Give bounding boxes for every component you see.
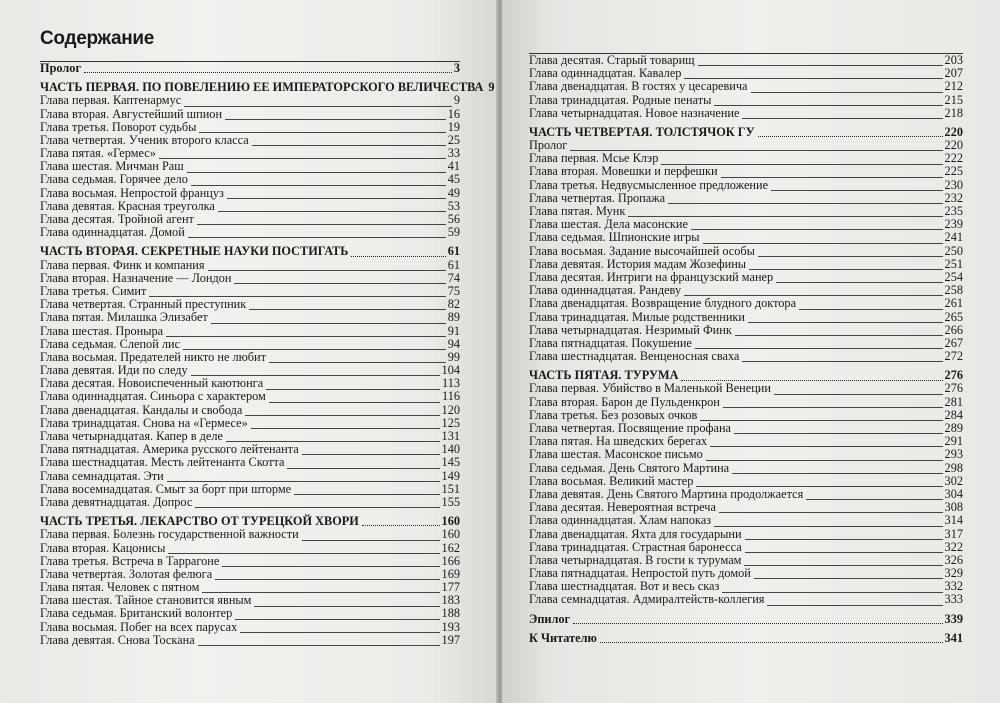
toc-page-number: 160 (441, 514, 460, 529)
toc-leader (767, 605, 942, 606)
toc-right-column (529, 53, 963, 645)
toc-entry (40, 311, 460, 324)
toc-page-number: 25 (447, 132, 460, 147)
toc-leader (799, 309, 943, 310)
toc-entry-title: Глава шестая. Масонское письмо (529, 447, 703, 462)
toc-entry (40, 226, 460, 239)
toc-entry-title: Пролог (40, 60, 82, 75)
toc-entry-title: ЧАСТЬ ТРЕТЬЯ. ЛЕКАРСТВО ОТ ТУРЕЦКОЙ ХВОРИ (40, 514, 359, 529)
contents-heading: Содержание (40, 28, 155, 49)
toc-entry (40, 470, 460, 483)
toc-page-number: 314 (944, 513, 963, 528)
toc-page-number: 145 (441, 455, 460, 470)
toc-page-number: 155 (441, 494, 460, 509)
toc-leader (771, 190, 942, 191)
toc-page-number: 120 (441, 402, 460, 417)
toc-leader (714, 526, 943, 527)
toc-entry-title: Глава шестая. Дела масонские (529, 217, 688, 232)
toc-entry-title: Глава шестая. Тайное становится явным (40, 593, 252, 608)
toc-entry-title: Глава восьмая. Задание высочайшей особы (529, 243, 755, 258)
toc-leader (351, 256, 445, 257)
toc-entry (529, 462, 963, 475)
toc-page-number: 183 (441, 593, 460, 608)
toc-page-number: 169 (441, 566, 460, 581)
toc-page-number: 215 (944, 92, 963, 107)
toc-entry (529, 166, 963, 179)
toc-page-number: 308 (944, 500, 963, 515)
toc-leader (745, 552, 943, 553)
toc-leader (745, 539, 943, 540)
toc-leader (208, 270, 446, 271)
toc-entry-title: Глава пятнадцатая. Непростой путь домой (529, 566, 751, 581)
toc-entry (529, 53, 963, 67)
toc-leader (198, 645, 440, 646)
toc-page-number: 261 (944, 296, 963, 311)
toc-leader (742, 118, 942, 119)
toc-entry (529, 383, 963, 396)
toc-page-number: 235 (944, 204, 963, 219)
toc-page-number: 230 (944, 177, 963, 192)
toc-page-number: 41 (447, 159, 460, 174)
toc-leader (245, 415, 439, 416)
toc-page-number: 166 (441, 553, 460, 568)
toc-leader (774, 394, 943, 395)
toc-entry-title: Глава двенадцатая. Яхта для государыни (529, 526, 742, 541)
toc-leader (251, 428, 440, 429)
toc-page-number: 149 (441, 468, 460, 483)
toc-page-number: 207 (944, 66, 963, 81)
toc-entry-title: Глава четвертая. Странный преступник (40, 297, 247, 312)
toc-entry-title: Глава седьмая. День Святого Мартина (529, 460, 730, 475)
toc-entry (40, 338, 460, 351)
toc-part-heading (529, 126, 963, 139)
toc-page-number: 16 (447, 106, 460, 121)
toc-entry-title: Глава восьмая. Побег на всех парусах (40, 619, 238, 634)
toc-entry-title: Глава тринадцатая. Снова на «Гермесе» (40, 415, 248, 430)
toc-entry-title: Глава восемнадцатая. Смыт за борт при шторме (40, 481, 292, 496)
toc-entry-title: Глава девятнадцатая. Допрос (40, 494, 193, 509)
toc-page-number: 284 (944, 407, 963, 422)
toc-page-number: 329 (944, 566, 963, 581)
toc-part-heading (529, 613, 963, 626)
toc-entry-title: Глава двенадцатая. Кандалы и свобода (40, 402, 243, 417)
toc-leader (166, 336, 446, 337)
toc-page-number: 341 (944, 630, 963, 645)
toc-entry-title: Глава четвертая. Ученик второго класса (40, 132, 249, 147)
toc-page-number: 75 (447, 283, 460, 298)
toc-page-number: 220 (944, 138, 963, 153)
toc-page-number: 131 (441, 429, 460, 444)
toc-page-number: 94 (447, 336, 460, 351)
toc-page-number: 317 (944, 526, 963, 541)
toc-page-number: 333 (944, 592, 963, 607)
toc-page-number: 56 (447, 212, 460, 227)
toc-entry-title: Глава десятая. Тройной агент (40, 212, 194, 227)
toc-entry-title: Глава десятая. Интриги на французский манер (529, 269, 774, 284)
toc-entry-title: Глава первая. Болезнь государственной важности (40, 527, 299, 542)
toc-page-number: 302 (944, 473, 963, 488)
toc-page-number: 232 (944, 190, 963, 205)
toc-page-number: 289 (944, 421, 963, 436)
toc-entry (40, 404, 460, 417)
toc-leader (749, 269, 943, 270)
toc-leader (600, 642, 943, 643)
toc-leader (776, 282, 942, 283)
toc-page-number: 322 (944, 539, 963, 554)
toc-entry (40, 542, 460, 555)
toc-leader (691, 229, 943, 230)
toc-leader (719, 512, 943, 513)
toc-page-number: 9 (488, 80, 495, 95)
toc-entry-title: Глава третья. Поворот судьбы (40, 119, 197, 134)
toc-leader (195, 507, 439, 508)
toc-entry-title: Глава пятнадцатая. Покушение (529, 335, 692, 350)
toc-leader (294, 494, 439, 495)
toc-page-number: 82 (447, 297, 460, 312)
toc-part-heading (529, 632, 963, 645)
toc-page-number: 272 (944, 349, 963, 364)
toc-leader (732, 473, 942, 474)
toc-leader (806, 499, 942, 500)
toc-page-number: 203 (944, 52, 963, 67)
toc-entry-title: Глава десятая. Старый товарищ (529, 52, 695, 67)
toc-entry (529, 179, 963, 192)
toc-page-number: 218 (944, 105, 963, 120)
toc-page-number: 304 (944, 486, 963, 501)
toc-entry-title: Глава четырнадцатая. Капер в деле (40, 429, 223, 444)
toc-page-number: 61 (447, 244, 460, 259)
toc-leader (714, 105, 942, 106)
toc-page-number: 254 (944, 269, 963, 284)
toc-entry (40, 456, 460, 469)
toc-leader (222, 566, 439, 567)
toc-page-number: 225 (944, 164, 963, 179)
toc-entry-title: ЧАСТЬ ПЯТАЯ. ТУРУМА (529, 368, 679, 383)
toc-entry (40, 325, 460, 338)
toc-leader (218, 211, 446, 212)
toc-entry-title: Глава одиннадцатая. Кавалер (529, 66, 682, 81)
toc-leader (191, 185, 446, 186)
toc-leader (362, 525, 440, 526)
toc-leader (698, 65, 943, 66)
toc-page-number: 89 (447, 310, 460, 325)
left-page (0, 0, 498, 703)
toc-page-number: 241 (944, 230, 963, 245)
toc-leader (235, 619, 439, 620)
toc-page-number: 91 (447, 323, 460, 338)
toc-leader (754, 578, 943, 579)
toc-leader (269, 362, 446, 363)
toc-entry-title: ЧАСТЬ ПЕРВАЯ. ПО ПОВЕЛЕНИЮ ЕЕ ИМПЕРАТОРСКОГО ВЕЛИЧЕСТВА (40, 80, 484, 95)
toc-entry-title: Глава восьмая. Великий мастер (529, 473, 694, 488)
toc-leader (758, 256, 943, 257)
toc-entry-title: Глава одиннадцатая. Хлам напоказ (529, 513, 712, 528)
toc-page-number: 251 (944, 256, 963, 271)
toc-page-number: 49 (447, 185, 460, 200)
toc-page-number: 197 (441, 632, 460, 647)
toc-entry-title: Глава восьмая. Непростой француз (40, 185, 224, 200)
toc-leader (234, 283, 445, 284)
toc-entry-title: Глава шестая. Проныра (40, 323, 164, 338)
toc-entry-title: Глава первая. Мсье Клэр (529, 151, 659, 166)
toc-leader (84, 72, 452, 73)
toc-entry (529, 231, 963, 244)
toc-entry-title: Глава вторая. Барон де Пульденкрон (529, 394, 720, 409)
toc-entry-title: Глава четвертая. Пропажа (529, 190, 666, 205)
toc-entry-title: Эпилог (529, 611, 571, 626)
toc-entry-title: Глава одиннадцатая. Синьора с характером (40, 389, 266, 404)
toc-entry (529, 94, 963, 107)
toc-page-number: 220 (944, 124, 963, 139)
toc-entry (529, 107, 963, 120)
toc-page-number: 19 (447, 119, 460, 134)
toc-leader (249, 309, 445, 310)
toc-page-number: 61 (447, 257, 460, 272)
toc-page-number: 222 (944, 151, 963, 166)
toc-entry-title: Глава семнадцатая. Эти (40, 468, 164, 483)
toc-page-number: 162 (441, 540, 460, 555)
toc-entry-title: Глава десятая. Невероятная встреча (529, 500, 716, 515)
toc-page-number: 239 (944, 217, 963, 232)
toc-leader (215, 579, 439, 580)
toc-leader (227, 198, 446, 199)
toc-entry-title: Глава вторая. Мовешки и перфешки (529, 164, 718, 179)
toc-leader (225, 119, 446, 120)
toc-page-number: 99 (447, 349, 460, 364)
toc-entry (40, 94, 460, 107)
toc-entry-title: Глава одиннадцатая. Рандеву (529, 283, 682, 298)
toc-entry (529, 528, 963, 541)
toc-page-number: 45 (447, 172, 460, 187)
toc-entry-title: Глава девятая. Красная треуголка (40, 198, 215, 213)
toc-entry-title: Глава тринадцатая. Родные пенаты (529, 92, 712, 107)
toc-entry-title: Глава девятая. История мадам Жозефины (529, 256, 747, 271)
toc-leader (159, 158, 446, 159)
toc-entry (529, 396, 963, 409)
toc-page-number: 276 (944, 368, 963, 383)
toc-entry-title: Глава первая. Финк и компания (40, 257, 205, 272)
toc-entry (40, 621, 460, 634)
toc-entry-title: Глава четырнадцатая. В гости к турумам (529, 552, 742, 567)
toc-leader (184, 106, 452, 107)
toc-entry (40, 634, 460, 647)
toc-entry (40, 121, 460, 134)
toc-entry-title: Глава двенадцатая. Возвращение блудного доктора (529, 296, 797, 311)
toc-entry-title: Глава первая. Каптенармус (40, 93, 182, 108)
toc-part-heading (40, 61, 460, 75)
toc-leader (710, 446, 942, 447)
toc-page-number: 332 (944, 579, 963, 594)
toc-leader (735, 335, 943, 336)
toc-entry (40, 108, 460, 121)
toc-entry-title: Глава седьмая. Горячее дело (40, 172, 188, 187)
toc-leader (188, 237, 446, 238)
toc-entry-title: Пролог (529, 138, 568, 153)
toc-entry-title: Глава четвертая. Золотая фелюга (40, 566, 213, 581)
toc-page-number: 113 (442, 376, 460, 391)
toc-page-number: 188 (441, 606, 460, 621)
toc-entry-title: Глава тринадцатая. Милые родственники (529, 309, 745, 324)
toc-entry (529, 311, 963, 324)
toc-page-number: 326 (944, 552, 963, 567)
toc-entry (529, 324, 963, 337)
toc-page-number: 193 (441, 619, 460, 634)
toc-entry-title: Глава одиннадцатая. Домой (40, 225, 185, 240)
toc-entry (529, 514, 963, 527)
toc-page-number: 116 (442, 389, 460, 404)
toc-page-number: 9 (453, 93, 460, 108)
toc-page-number: 125 (441, 415, 460, 430)
toc-page-number: 276 (944, 381, 963, 396)
toc-leader (197, 224, 446, 225)
toc-entry (529, 594, 963, 607)
toc-part-heading (40, 245, 460, 258)
toc-left-column (40, 60, 495, 647)
toc-leader (706, 460, 943, 461)
toc-page-number: 291 (944, 434, 963, 449)
toc-entry (529, 541, 963, 554)
toc-entry-title: Глава семнадцатая. Адмиралтейств-коллегия (529, 592, 765, 607)
toc-entry-title: Глава вторая. Назначение — Лондон (40, 270, 232, 285)
toc-leader (681, 380, 942, 381)
toc-entry-title: Глава седьмая. Шпионские игры (529, 230, 700, 245)
toc-entry (40, 555, 460, 568)
toc-entry-title: ЧАСТЬ ЧЕТВЕРТАЯ. ТОЛСТЯЧОК ГУ (529, 124, 755, 139)
toc-entry-title: Глава пятая. Мунк (529, 204, 626, 219)
toc-entry-title: Глава третья. Без розовых очков (529, 407, 698, 422)
toc-page-number: 265 (944, 309, 963, 324)
toc-page-number: 59 (447, 225, 460, 240)
toc-entry-title: Глава третья. Симит (40, 283, 147, 298)
toc-page-number: 104 (441, 363, 460, 378)
toc-entry-title: Глава десятая. Новоиспеченный каютюнга (40, 376, 264, 391)
toc-entry-title: Глава двенадцатая. В гостях у цесаревича (529, 79, 748, 94)
toc-leader (254, 606, 439, 607)
toc-entry (40, 496, 460, 509)
toc-entry-title: Глава вторая. Августейший шпион (40, 106, 223, 121)
toc-entry-title: Глава четвертая. Посвящение профана (529, 421, 731, 436)
toc-page-number: 212 (944, 79, 963, 94)
toc-entry-title: Глава четырнадцатая. Незримый Финк (529, 322, 732, 337)
toc-leader (742, 361, 942, 362)
toc-entry (40, 259, 460, 272)
toc-leader (187, 172, 446, 173)
toc-entry (40, 187, 460, 200)
toc-page-number: 266 (944, 322, 963, 337)
toc-page-number: 53 (447, 198, 460, 213)
toc-leader (751, 92, 943, 93)
toc-page-number: 3 (453, 60, 460, 75)
toc-entry-title: Глава шестнадцатая. Венценосная сваха (529, 349, 740, 364)
toc-entry-title: Глава пятая. На шведских берегах (529, 434, 708, 449)
toc-entry-title: Глава пятая. Человек с пятном (40, 580, 200, 595)
toc-entry-title: Глава шестая. Мичман Раш (40, 159, 184, 174)
toc-leader (723, 407, 943, 408)
toc-entry-title: Глава вторая. Кацонисы (40, 540, 166, 555)
toc-leader (744, 565, 942, 566)
toc-entry-title: Глава третья. Недвусмысленное предложение (529, 177, 769, 192)
toc-page-number: 258 (944, 283, 963, 298)
toc-leader (266, 389, 440, 390)
toc-page-number: 160 (441, 527, 460, 542)
toc-page-number: 339 (944, 611, 963, 626)
toc-leader (573, 623, 942, 624)
toc-entry (40, 608, 460, 621)
toc-entry-title: Глава четырнадцатая. Новое назначение (529, 105, 740, 120)
toc-page-number: 33 (447, 146, 460, 161)
toc-page-number: 250 (944, 243, 963, 258)
toc-entry (40, 174, 460, 187)
toc-entry-title: К Читателю (529, 630, 597, 645)
toc-entry-title: Глава девятая. День Святого Мартина продолжается (529, 486, 804, 501)
toc-page-number: 293 (944, 447, 963, 462)
toc-entry-title: Глава пятнадцатая. Америка русского лейтенанта (40, 442, 299, 457)
toc-entry (40, 391, 460, 404)
toc-entry-title: Глава тринадцатая. Страстная баронесса (529, 539, 742, 554)
toc-leader (734, 433, 943, 434)
toc-entry-title: Глава третья. Встреча в Таррагоне (40, 553, 220, 568)
toc-page-number: 281 (944, 394, 963, 409)
toc-entry-title: Глава первая. Убийство в Маленькой Венеции (529, 381, 771, 396)
toc-page-number: 151 (441, 481, 460, 496)
toc-entry-title: Глава седьмая. Британский волонтер (40, 606, 233, 621)
toc-leader (302, 540, 440, 541)
toc-entry (529, 448, 963, 461)
toc-leader (269, 402, 440, 403)
toc-entry (529, 245, 963, 258)
toc-leader (240, 632, 439, 633)
toc-entry (529, 350, 963, 363)
toc-entry-title: Глава пятая. «Гермес» (40, 146, 156, 161)
toc-page-number: 298 (944, 460, 963, 475)
toc-leader (758, 136, 943, 137)
toc-leader (252, 145, 446, 146)
toc-entry-title: Глава восьмая. Предателей никто не любит (40, 349, 267, 364)
toc-leader (287, 468, 439, 469)
toc-leader (211, 323, 446, 324)
toc-page-number: 267 (944, 335, 963, 350)
toc-entry (40, 528, 460, 541)
toc-leader (302, 454, 440, 455)
toc-leader (748, 322, 943, 323)
toc-entry-title: Глава шестнадцатая. Месть лейтенанта Скотта (40, 455, 285, 470)
toc-entry (529, 80, 963, 93)
toc-entry-title: Глава пятая. Милашка Элизабет (40, 310, 208, 325)
toc-entry-title: Глава девятая. Иди по следу (40, 363, 188, 378)
toc-leader (668, 203, 942, 204)
toc-page-number: 140 (441, 442, 460, 457)
toc-leader (700, 420, 942, 421)
toc-page-number: 74 (447, 270, 460, 285)
toc-page-number: 177 (441, 580, 460, 595)
toc-entry-title: ЧАСТЬ ВТОРАЯ. СЕКРЕТНЫЕ НАУКИ ПОСТИГАТЬ (40, 244, 349, 259)
toc-entry (529, 297, 963, 310)
toc-entry-title: Глава девятая. Снова Тоскана (40, 632, 195, 647)
toc-entry-title: Глава седьмая. Слепой лис (40, 336, 181, 351)
toc-entry-title: Глава шестнадцатая. Вот и весь сказ (529, 579, 720, 594)
